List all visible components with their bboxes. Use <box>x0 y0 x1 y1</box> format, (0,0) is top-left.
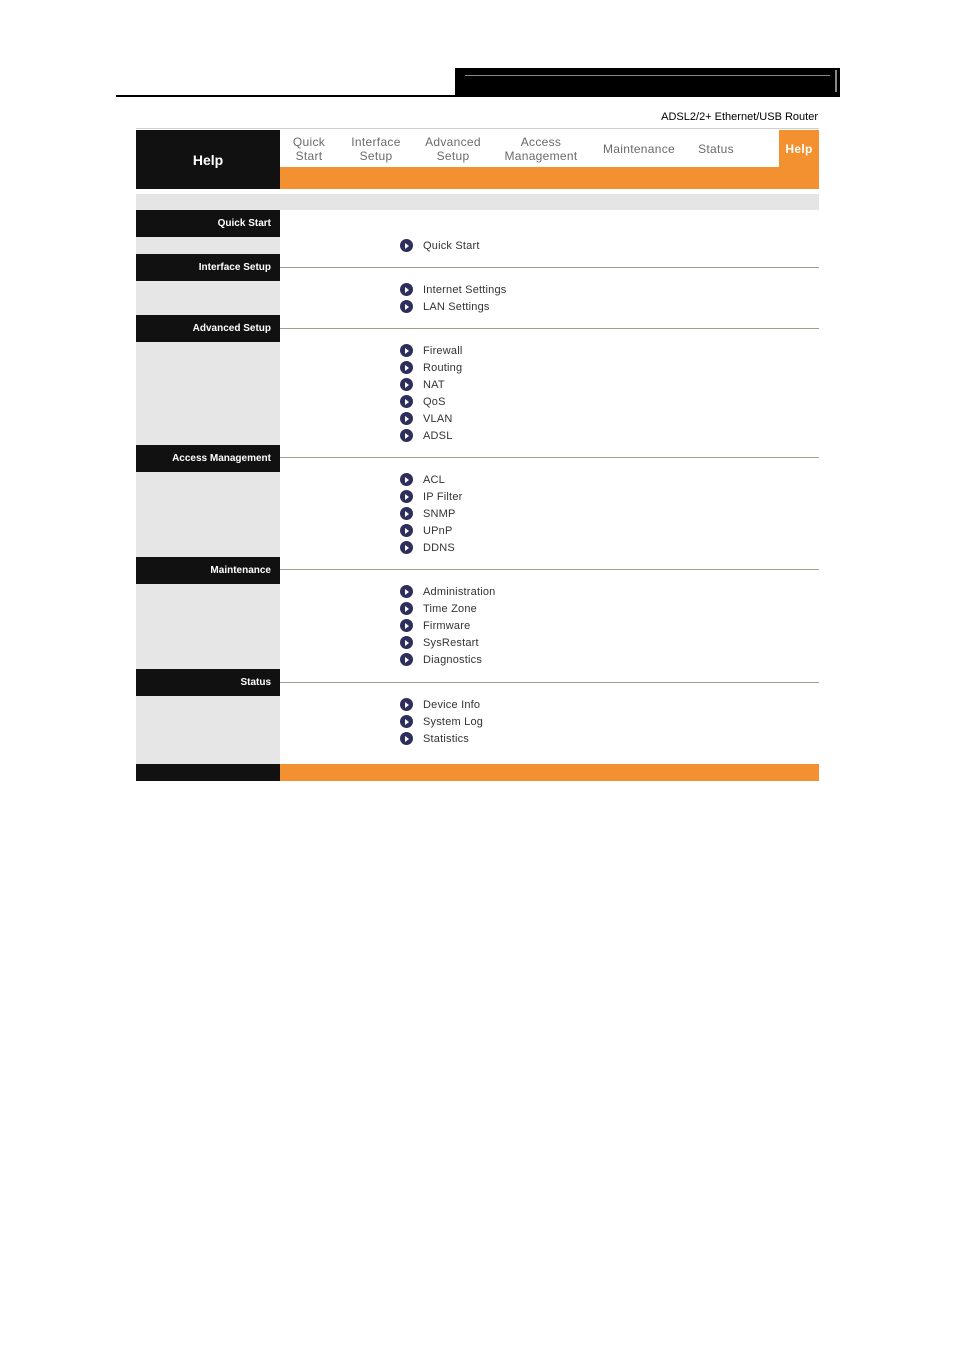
help-link-ddns[interactable] <box>400 539 455 556</box>
footer-orange-bar <box>280 764 819 781</box>
link-label: DDNS <box>423 541 455 554</box>
document-header-rule <box>116 95 840 97</box>
nav-quick-start[interactable]: Quick Start <box>292 134 326 163</box>
arrow-right-icon <box>400 524 413 537</box>
link-label: Statistics <box>423 732 470 745</box>
router-help-page <box>136 128 819 781</box>
link-label: LAN Settings <box>423 300 490 313</box>
arrow-right-icon <box>400 619 413 632</box>
help-link-firewall[interactable] <box>400 342 463 359</box>
link-label: IP Filter <box>423 490 463 503</box>
help-link-nat[interactable] <box>400 376 445 393</box>
section-divider <box>280 457 819 458</box>
nav-access-management[interactable]: Access Management <box>504 134 578 163</box>
top-divider <box>136 128 819 129</box>
arrow-right-icon <box>400 541 413 554</box>
help-link-quick-start[interactable] <box>400 237 480 254</box>
page-title: Help <box>136 130 280 189</box>
footer-left-bar <box>136 764 280 781</box>
nav-maintenance[interactable]: Maintenance <box>602 141 675 156</box>
help-link-sysrestart[interactable] <box>400 634 479 651</box>
link-label: QoS <box>423 395 446 408</box>
arrow-right-icon <box>400 378 413 391</box>
section-heading-interface-setup: Interface Setup <box>136 254 280 281</box>
help-link-system-log[interactable] <box>400 713 483 730</box>
link-label: Internet Settings <box>423 283 507 296</box>
link-label: NAT <box>423 378 445 391</box>
arrow-right-icon <box>400 698 413 711</box>
help-link-upnp[interactable] <box>400 522 453 539</box>
link-label: Time Zone <box>423 602 477 615</box>
section-divider <box>280 267 819 268</box>
section-divider <box>280 682 819 683</box>
arrow-right-icon <box>400 361 413 374</box>
arrow-right-icon <box>400 412 413 425</box>
link-label: ACL <box>423 473 445 486</box>
section-heading-access-management: Access Management <box>136 445 280 472</box>
help-link-statistics[interactable] <box>400 730 469 747</box>
link-label: Firmware <box>423 619 471 632</box>
section-heading-status: Status <box>136 669 280 696</box>
arrow-right-icon <box>400 429 413 442</box>
link-label: ADSL <box>423 429 453 442</box>
section-heading-maintenance: Maintenance <box>136 557 280 584</box>
section-heading-quick-start: Quick Start <box>136 210 280 237</box>
help-link-qos[interactable] <box>400 393 446 410</box>
nav-advanced-setup[interactable]: Advanced Setup <box>425 134 481 163</box>
help-link-vlan[interactable] <box>400 410 453 427</box>
arrow-right-icon <box>400 490 413 503</box>
header-tick <box>835 70 837 92</box>
link-label: Administration <box>423 585 496 598</box>
link-label: System Log <box>423 715 484 728</box>
nav-help[interactable]: Help <box>779 130 819 167</box>
help-link-routing[interactable] <box>400 359 462 376</box>
arrow-right-icon <box>400 653 413 666</box>
help-link-lan-settings[interactable] <box>400 298 490 315</box>
arrow-right-icon <box>400 395 413 408</box>
arrow-right-icon <box>400 239 413 252</box>
section-heading-advanced-setup: Advanced Setup <box>136 315 280 342</box>
section-divider <box>280 569 819 570</box>
arrow-right-icon <box>400 300 413 313</box>
main-nav <box>280 130 819 167</box>
link-label: UPnP <box>423 524 453 537</box>
help-link-acl[interactable] <box>400 471 445 488</box>
nav-status[interactable]: Status <box>698 141 734 156</box>
arrow-right-icon <box>400 344 413 357</box>
help-link-adsl[interactable] <box>400 427 453 444</box>
help-link-administration[interactable] <box>400 583 496 600</box>
link-label: Routing <box>423 361 463 374</box>
arrow-right-icon <box>400 283 413 296</box>
section-divider <box>280 328 819 329</box>
link-label: Diagnostics <box>423 653 483 666</box>
arrow-right-icon <box>400 473 413 486</box>
help-link-time-zone[interactable] <box>400 600 477 617</box>
help-link-ip-filter[interactable] <box>400 488 463 505</box>
link-label: SNMP <box>423 507 456 520</box>
content-top-strip <box>136 194 819 210</box>
link-label: Device Info <box>423 698 481 711</box>
link-label: Firewall <box>423 344 463 357</box>
arrow-right-icon <box>400 602 413 615</box>
nav-submenu-bar <box>280 167 819 189</box>
arrow-right-icon <box>400 715 413 728</box>
header-thin-rule <box>465 75 830 76</box>
nav-interface-setup[interactable]: Interface Setup <box>351 134 401 163</box>
arrow-right-icon <box>400 507 413 520</box>
help-link-diagnostics[interactable] <box>400 651 482 668</box>
help-link-device-info[interactable] <box>400 696 480 713</box>
arrow-right-icon <box>400 636 413 649</box>
arrow-right-icon <box>400 732 413 745</box>
help-link-snmp[interactable] <box>400 505 456 522</box>
document-title: ADSL2/2+ Ethernet/USB Router <box>661 111 818 123</box>
document-header-bar <box>455 68 840 97</box>
link-label: SysRestart <box>423 636 479 649</box>
help-link-firmware[interactable] <box>400 617 470 634</box>
arrow-right-icon <box>400 585 413 598</box>
link-label: Quick Start <box>423 239 480 252</box>
link-label: VLAN <box>423 412 453 425</box>
help-link-internet-settings[interactable] <box>400 281 507 298</box>
